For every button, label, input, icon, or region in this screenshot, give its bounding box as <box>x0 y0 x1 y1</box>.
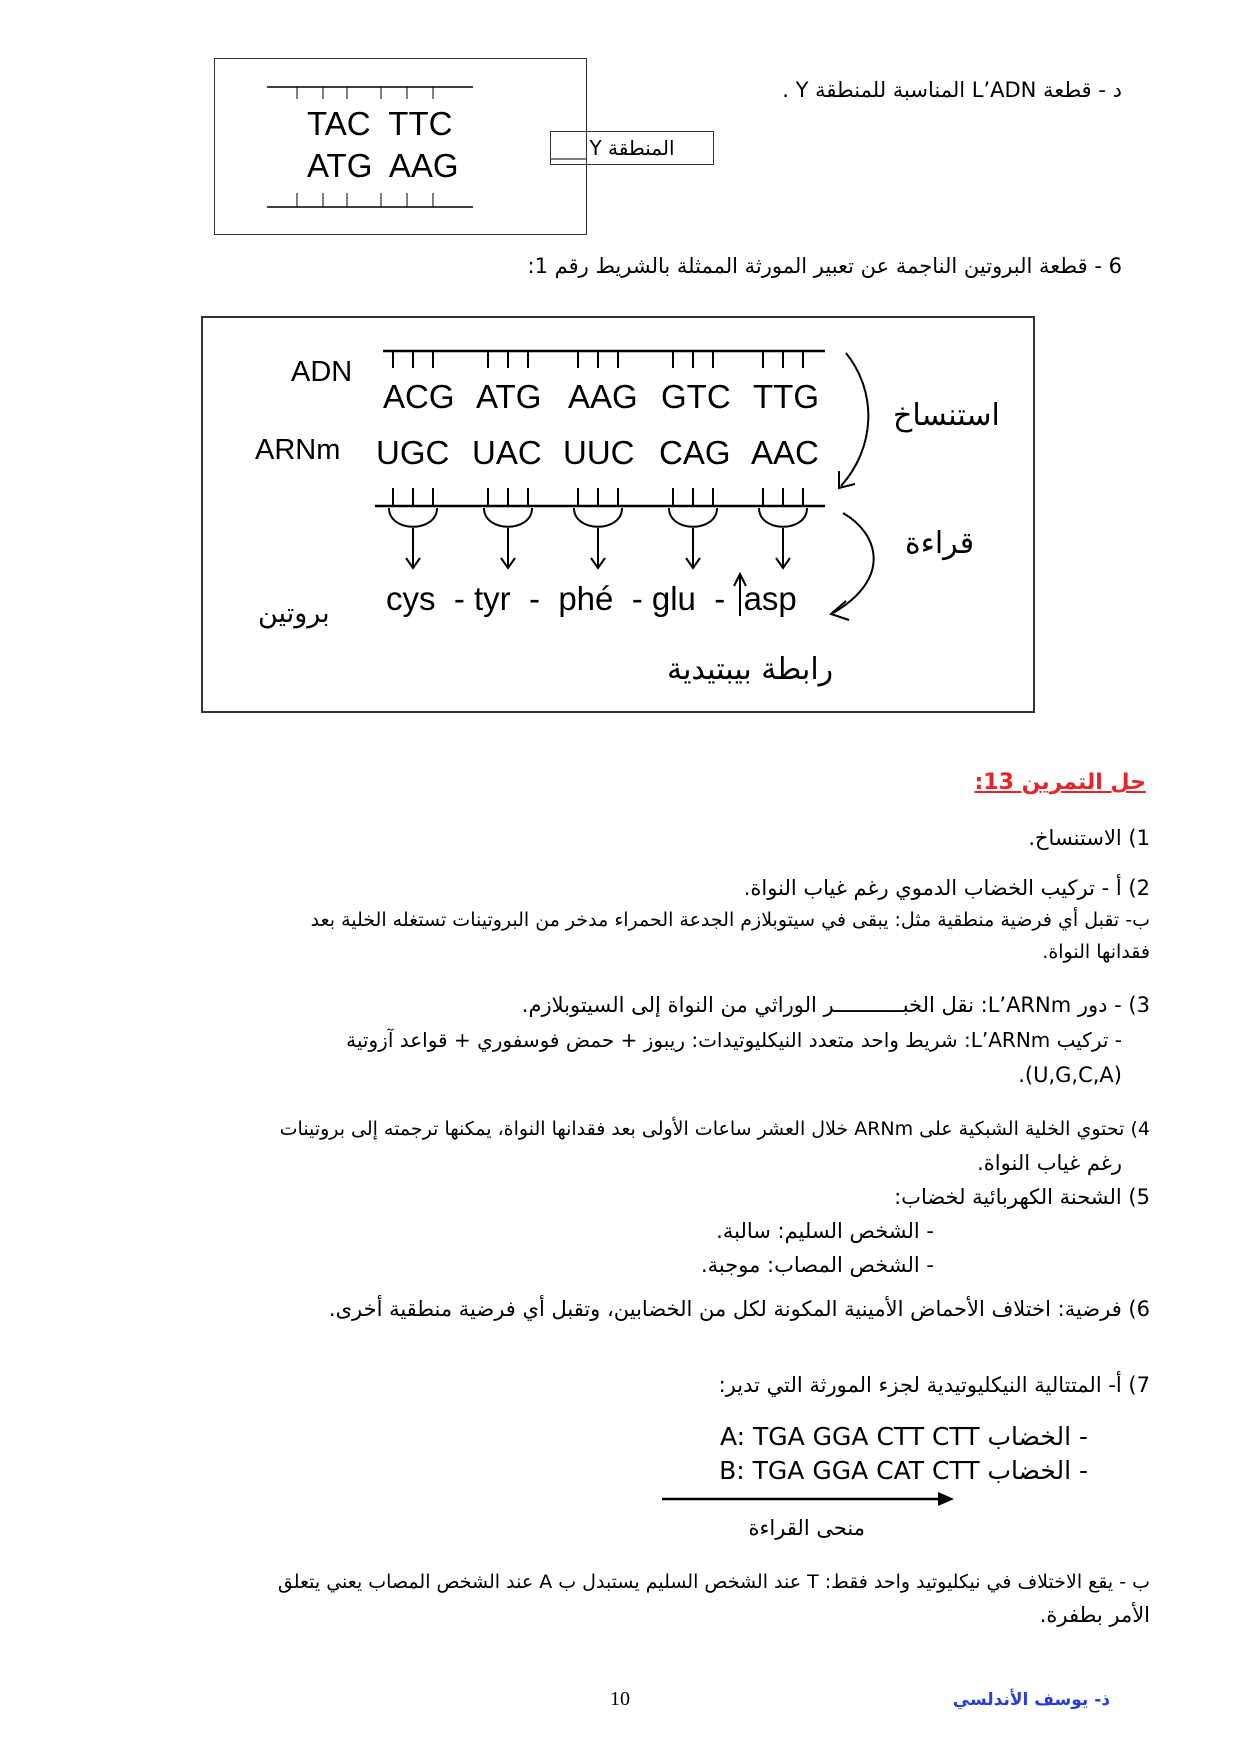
reading-direction-label: منحى القراءة <box>748 1516 865 1540</box>
dna-bottom-strand: ATG AAG <box>307 147 459 184</box>
adn-codon-2: ATG <box>476 378 542 415</box>
arnm-label: ARNm <box>255 434 341 466</box>
solution-line-4: فقدانها النواة. <box>1042 941 1150 963</box>
hemoglobin-b-sequence: - الخضاب B: TGA GGA CAT CTT <box>719 1456 1088 1485</box>
solution-line-2: 2) أ - تركيب الخضاب الدموي رغم غياب النواة. <box>743 876 1150 900</box>
solution-title: حل التمرين 13: <box>974 770 1146 795</box>
solution-line-10: 5) الشحنة الكهربائية لخضاب: <box>894 1185 1150 1209</box>
page-number: 10 <box>610 1688 630 1710</box>
dna-top-strand: TAC TTC <box>307 105 453 142</box>
solution-line-9: رغم غياب النواة. <box>977 1151 1122 1175</box>
solution-line-7: (U,G,C,A). <box>1018 1063 1122 1087</box>
hemoglobin-a-sequence: - الخضاب A: TGA GGA CTT CTT <box>719 1422 1088 1451</box>
solution-line-5: 3) - دور L’ARNm: نقل الخبـــــــــــر الوراثي من النواة إلى السيتوبلازم. <box>521 993 1150 1017</box>
author-name: ذ- يوسف الأندلسي <box>952 1690 1110 1710</box>
adn-codon-3: AAG <box>568 378 638 415</box>
item-d-text: د - قطعة L’ADN المناسبة للمنطقة Y . <box>782 78 1122 102</box>
translation-label: قراءة <box>905 526 975 561</box>
solution-line-1: 1) الاستنساخ. <box>1028 826 1150 850</box>
dna-fragment-box <box>214 58 587 235</box>
solution-line-18: ب - يقع الاختلاف في نيكليوتيد واحد فقط: T عند الشخص السليم يستبدل ب A عند الشخص المصاب يعني يتعلق <box>277 1571 1150 1593</box>
solution-line-8: 4) تحتوي الخلية الشبكية على ARNm خلال العشر ساعات الأولى بعد فقدانها النواة، يمكنها ترجمته إلى بروتينات <box>279 1118 1150 1140</box>
region-y-label <box>550 131 714 165</box>
adn-codon-4: GTC <box>661 378 731 415</box>
protein-synthesis-figure <box>201 316 1035 713</box>
arnm-codon-2: UAC <box>472 434 542 471</box>
protein-label: بروتين <box>258 598 330 629</box>
reading-direction-arrow <box>660 1489 960 1509</box>
solution-line-13: 6) فرضية: اختلاف الأحماض الأمينية المكونة لكل من الخضابين، وتقبل أي فرضية منطقية أخرى. <box>328 1297 1150 1321</box>
adn-codon-5: TTG <box>753 378 819 415</box>
solution-line-19: الأمر بطفرة. <box>1039 1603 1150 1627</box>
peptide-bond-label: رابطة بيبتيدية <box>667 652 834 687</box>
solution-line-14: 7) أ- المتتالية النيكليوتيدية لجزء المورثة التي تدير: <box>718 1373 1150 1397</box>
solution-line-6: - تركيب L’ARNm: شريط واحد متعدد النيكليوتيدات: ريبوز + حمض فوسفوري + قواعد آزوتية <box>346 1028 1122 1052</box>
adn-label: ADN <box>291 356 353 388</box>
item-6-text: 6 - قطعة البروتين الناجمة عن تعبير المورثة الممثلة بالشريط رقم 1: <box>527 254 1122 278</box>
arnm-codon-1: UGC <box>376 434 450 471</box>
protein-sequence: cys - tyr - phé - glu - asp <box>386 580 797 617</box>
solution-line-12: - الشخص المصاب: موجبة. <box>700 1253 934 1277</box>
region-y-text: المنطقة Y <box>589 136 675 160</box>
adn-codon-1: ACG <box>383 378 455 415</box>
solution-line-3: ب- تقبل أي فرضية منطقية مثل: يبقى في سيتوبلازم الجدعة الحمراء مدخر من البروتينات تستغله الخلية بعد <box>310 909 1150 931</box>
transcription-label: استنساخ <box>893 398 1000 433</box>
arnm-codon-4: CAG <box>659 434 731 471</box>
arnm-codon-3: UUC <box>563 434 635 471</box>
arnm-codon-5: AAC <box>751 434 819 471</box>
solution-line-11: - الشخص السليم: سالبة. <box>716 1219 934 1243</box>
